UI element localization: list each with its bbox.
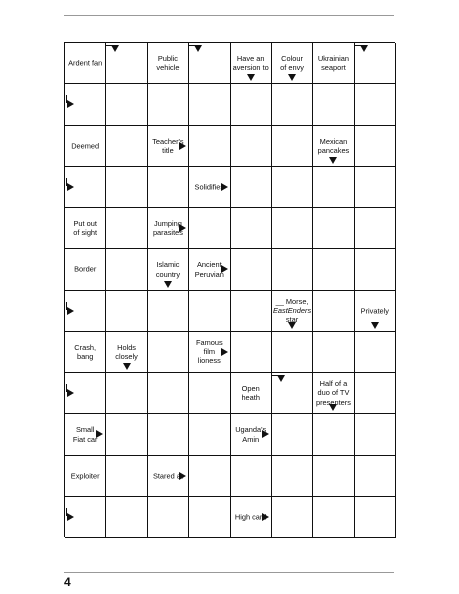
clue-text: [232, 384, 270, 403]
answer-cell[interactable]: [272, 456, 313, 497]
answer-cell[interactable]: [231, 291, 272, 332]
clue-line: vehicle: [156, 63, 180, 73]
clue-cell: [231, 373, 272, 414]
arrow-right-icon: [262, 513, 269, 521]
clue-cell: [189, 167, 230, 208]
answer-cell[interactable]: [272, 414, 313, 455]
bottom-rule: [64, 572, 394, 573]
arrow-right-icon: [221, 348, 228, 356]
clue-line: Have an: [236, 53, 265, 63]
answer-cell[interactable]: [106, 456, 147, 497]
answer-cell[interactable]: [355, 249, 396, 290]
clue-line: seaport: [321, 63, 346, 73]
arrow-down-icon: [247, 74, 255, 81]
arrow-down-icon: [371, 322, 379, 329]
clue-text: [66, 141, 104, 150]
answer-cell[interactable]: [272, 126, 313, 167]
clue-line: star: [285, 315, 299, 325]
answer-cell[interactable]: [65, 497, 106, 538]
clue-cell: [189, 332, 230, 373]
clue-line: Colour: [281, 53, 303, 63]
clue-cell: [272, 291, 313, 332]
clue-text: [356, 306, 394, 315]
answer-cell[interactable]: [189, 208, 230, 249]
arrow-down-icon: [329, 404, 337, 411]
clue-cell: [313, 43, 354, 84]
arrow-down-icon: [329, 157, 337, 164]
clue-line: presenters: [315, 397, 351, 407]
answer-cell[interactable]: [231, 332, 272, 373]
clue-text: [273, 297, 311, 325]
answer-cell[interactable]: [106, 414, 147, 455]
clue-line: Ardent fan: [68, 58, 103, 68]
clue-line: lioness: [197, 356, 221, 366]
answer-cell[interactable]: [148, 167, 189, 208]
answer-cell[interactable]: [231, 249, 272, 290]
clue-cell: [65, 43, 106, 84]
arrow-down-icon: [111, 45, 119, 52]
clue-text: [66, 219, 104, 238]
arrow-right-icon: [179, 224, 186, 232]
answer-cell[interactable]: [189, 43, 230, 84]
clue-line: Holds: [117, 342, 137, 352]
clue-line: bang: [76, 351, 94, 361]
arrow-right-icon: [221, 265, 228, 273]
answer-cell[interactable]: [189, 84, 230, 125]
clue-cell: [231, 43, 272, 84]
arrow-right-icon: [262, 430, 269, 438]
arrow-right-icon: [221, 183, 228, 191]
answer-cell[interactable]: [65, 291, 106, 332]
answer-cell[interactable]: [355, 373, 396, 414]
clue-line: country: [155, 269, 181, 279]
clue-cell: [148, 208, 189, 249]
clue-cell: [65, 332, 106, 373]
clue-line: of envy: [280, 63, 304, 73]
answer-cell[interactable]: [355, 126, 396, 167]
answer-cell[interactable]: [231, 208, 272, 249]
clue-line: title: [162, 145, 174, 155]
arrow-down-icon: [277, 375, 285, 382]
arrow-down-icon: [360, 45, 368, 52]
answer-cell[interactable]: [355, 84, 396, 125]
answer-cell[interactable]: [189, 414, 230, 455]
arrow-right-icon: [67, 307, 74, 315]
answer-cell[interactable]: [272, 332, 313, 373]
answer-cell[interactable]: [355, 414, 396, 455]
answer-cell[interactable]: [106, 126, 147, 167]
answer-cell[interactable]: [189, 291, 230, 332]
clue-line: __ Morse,: [275, 296, 309, 306]
answer-cell[interactable]: [272, 373, 313, 414]
answer-cell[interactable]: [272, 249, 313, 290]
answer-cell[interactable]: [189, 497, 230, 538]
answer-cell[interactable]: [355, 167, 396, 208]
clue-line: Ukrainian: [317, 53, 350, 63]
clue-line: pancakes: [317, 145, 350, 155]
answer-cell[interactable]: [231, 84, 272, 125]
clue-cell: [272, 43, 313, 84]
clue-text: [66, 59, 104, 68]
answer-cell[interactable]: [355, 208, 396, 249]
clue-text: [149, 54, 187, 73]
clue-line: Open heath: [241, 383, 260, 403]
answer-cell[interactable]: [313, 414, 354, 455]
answer-cell[interactable]: [106, 208, 147, 249]
answer-cell[interactable]: [148, 291, 189, 332]
answer-cell[interactable]: [355, 456, 396, 497]
clue-line: Fiat car: [72, 434, 98, 444]
answer-cell[interactable]: [231, 456, 272, 497]
answer-cell[interactable]: [189, 373, 230, 414]
answer-cell[interactable]: [65, 84, 106, 125]
answer-cell[interactable]: [148, 497, 189, 538]
answer-cell[interactable]: [355, 43, 396, 84]
answer-cell[interactable]: [106, 373, 147, 414]
answer-cell[interactable]: [106, 291, 147, 332]
clue-cell: [65, 414, 106, 455]
clue-line: duo of TV: [317, 388, 350, 398]
arrow-down-icon: [164, 281, 172, 288]
clue-cell: [148, 456, 189, 497]
arrow-down-icon: [123, 363, 131, 370]
arrow-right-icon: [179, 142, 186, 150]
clue-cell: [65, 249, 106, 290]
clue-line: EastEnders: [272, 306, 312, 315]
clue-line: Half of a: [319, 379, 348, 389]
clue-text: [107, 343, 145, 362]
clue-line: Stared at: [152, 471, 183, 480]
clue-line: Ancient: [196, 260, 222, 270]
answer-cell[interactable]: [355, 332, 396, 373]
page-number: 4: [64, 575, 71, 589]
answer-cell[interactable]: [189, 456, 230, 497]
clue-cell: [148, 126, 189, 167]
clue-cell: [313, 373, 354, 414]
clue-text: [314, 54, 352, 73]
answer-cell[interactable]: [148, 84, 189, 125]
clue-cell: [313, 126, 354, 167]
clue-line: High card: [234, 512, 267, 522]
answer-cell[interactable]: [106, 497, 147, 538]
clue-line: Amin: [242, 434, 260, 444]
arrow-right-icon: [96, 430, 103, 438]
arrow-down-icon: [194, 45, 202, 52]
arrow-right-icon: [67, 100, 74, 108]
answer-cell[interactable]: [65, 167, 106, 208]
answer-cell[interactable]: [313, 84, 354, 125]
clue-line: Exploiter: [70, 471, 100, 480]
clue-line: Public: [157, 53, 178, 63]
clue-line: Border: [74, 264, 97, 274]
clue-line: Privately: [360, 306, 389, 315]
clue-text: [66, 471, 104, 480]
arrow-down-icon: [288, 322, 296, 329]
clue-line: Teacher's: [152, 136, 184, 146]
answer-cell[interactable]: [313, 208, 354, 249]
answer-cell[interactable]: [148, 373, 189, 414]
answer-cell[interactable]: [231, 167, 272, 208]
clue-line: Islamic: [156, 260, 180, 270]
answer-cell[interactable]: [313, 456, 354, 497]
clue-cell: [189, 249, 230, 290]
clue-text: [232, 54, 270, 73]
answer-cell[interactable]: [272, 167, 313, 208]
clue-text: [314, 136, 352, 155]
answer-cell[interactable]: [272, 497, 313, 538]
clue-line: Solidifies: [194, 182, 225, 192]
arrow-right-icon: [67, 389, 74, 397]
clue-text: [66, 343, 104, 362]
answer-cell[interactable]: [313, 497, 354, 538]
crossword-grid: [64, 42, 395, 537]
clue-line: Peruvian: [194, 269, 224, 279]
clue-cell: [65, 126, 106, 167]
clue-line: parasites: [152, 228, 183, 238]
clue-line: Mexican: [319, 136, 348, 146]
answer-cell[interactable]: [313, 291, 354, 332]
answer-cell[interactable]: [272, 208, 313, 249]
answer-cell[interactable]: [106, 43, 147, 84]
clue-line: Deemed: [71, 141, 100, 150]
clue-line: of sight: [73, 228, 98, 238]
clue-line: Put out: [73, 218, 97, 228]
clue-line: Uganda's: [235, 425, 267, 435]
answer-cell[interactable]: [272, 84, 313, 125]
answer-cell[interactable]: [313, 332, 354, 373]
clue-cell: [231, 414, 272, 455]
arrow-down-icon: [288, 74, 296, 81]
clue-text: [273, 54, 311, 73]
clue-line: Jumping: [153, 218, 182, 228]
answer-cell[interactable]: [65, 373, 106, 414]
clue-text: [314, 379, 352, 407]
answer-cell[interactable]: [148, 414, 189, 455]
clue-line: Famous film: [195, 338, 223, 357]
arrow-right-icon: [67, 183, 74, 191]
clue-line: closely: [115, 351, 138, 361]
clue-cell: [148, 249, 189, 290]
answer-cell[interactable]: [313, 167, 354, 208]
clue-cell: [106, 332, 147, 373]
answer-cell[interactable]: [106, 84, 147, 125]
clue-line: Crash,: [74, 342, 97, 352]
answer-cell[interactable]: [355, 497, 396, 538]
clue-text: [149, 260, 187, 279]
clue-cell: [148, 43, 189, 84]
answer-cell[interactable]: [106, 167, 147, 208]
arrow-right-icon: [67, 513, 74, 521]
clue-cell: [65, 208, 106, 249]
answer-cell[interactable]: [231, 126, 272, 167]
clue-cell: [231, 497, 272, 538]
arrow-right-icon: [179, 472, 186, 480]
answer-cell[interactable]: [313, 249, 354, 290]
answer-cell[interactable]: [148, 332, 189, 373]
answer-cell[interactable]: [106, 249, 147, 290]
clue-cell: [355, 291, 396, 332]
clue-line: aversion to: [232, 63, 269, 73]
top-rule: [64, 15, 394, 16]
answer-cell[interactable]: [189, 126, 230, 167]
clue-line: Small: [75, 425, 95, 435]
clue-text: [66, 265, 104, 274]
clue-cell: [65, 456, 106, 497]
